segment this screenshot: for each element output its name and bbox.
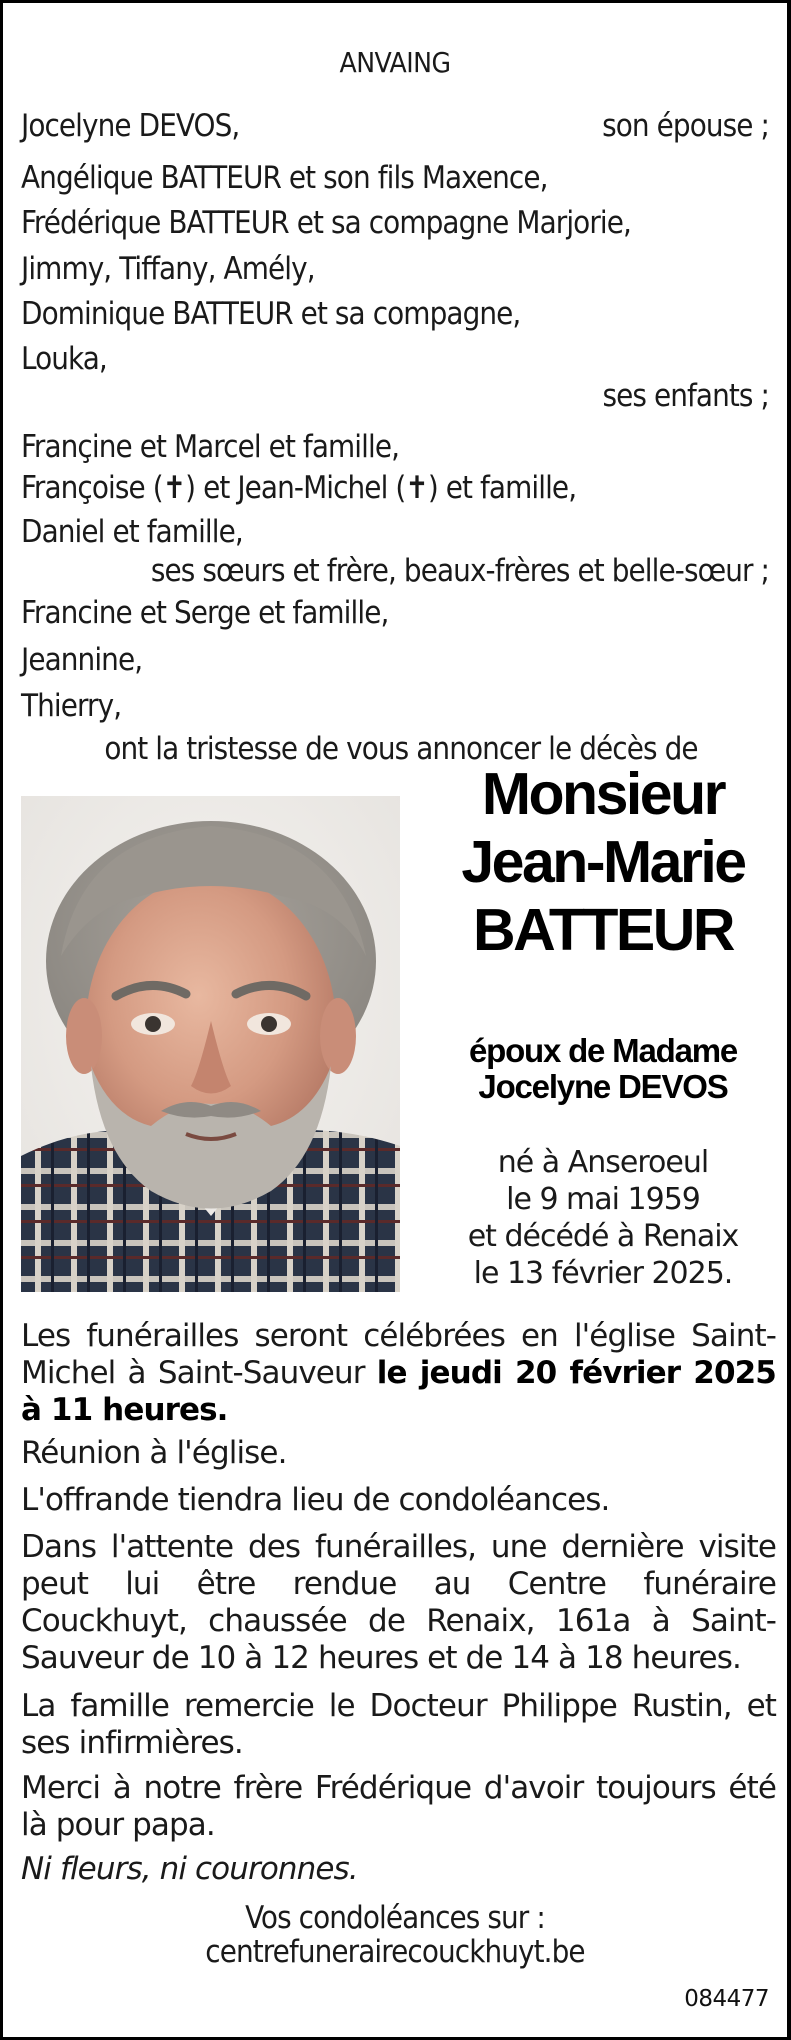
deceased-title: Monsieur [481, 761, 725, 827]
spouse-role: son épouse ; [602, 108, 769, 144]
visit-paragraph: Dans l'attente des funérailles, une dernière visite peut lui être rendue au Centre funéraire Couckhuyt, chaussée de Renaix, 161a à Saint-Sauveur de 10 à 12 heures et de 14 à 18 heures. [21, 1529, 776, 1676]
spouse-line [21, 106, 769, 146]
funeral-intro: Les funérailles seront célébrées en l'église Saint-Michel à Saint-Sauveur [21, 1318, 776, 1391]
spouse-of-line: époux de Madame [468, 1032, 738, 1069]
announce-line: ont la tristesse de vous annoncer le décès de [104, 731, 698, 767]
death-place: et décédé à Renaix [467, 1219, 739, 1254]
birth-place: né à Anseroeul [497, 1145, 709, 1180]
sibling-line: Françine et Marcel et famille, [21, 429, 400, 465]
sibling-line: Françoise (✝) et Jean-Michel (✝) et famille, [21, 470, 577, 506]
child-line: Louka, [21, 341, 107, 377]
condolences-site-link[interactable]: centrefunerairecouckhuyt.be [205, 1934, 585, 1970]
other-relative-line: Francine et Serge et famille, [21, 595, 389, 631]
death-date: le 13 février 2025. [473, 1256, 733, 1291]
portrait-photo [21, 796, 400, 1292]
thanks-doctor: La famille remercie le Docteur Philippe Rustin, et ses infirmières. [21, 1688, 776, 1761]
funeral-date: le jeudi 20 février 2025 à 11 heures. [21, 1355, 776, 1428]
reunion-line: Réunion à l'église. [21, 1435, 287, 1471]
spouse-of-name: Jocelyne DEVOS [478, 1068, 728, 1105]
offrande-line: L'offrande tiendra lieu de condoléances. [21, 1482, 610, 1518]
children-role: ses enfants ; [602, 378, 769, 414]
deceased-first-name: Jean-Marie [461, 829, 745, 895]
other-relative-line: Thierry, [21, 688, 122, 724]
child-line: Jimmy, Tiffany, Amély, [21, 251, 315, 287]
deceased-last-name: BATTEUR [473, 897, 733, 963]
town-heading: ANVAING [339, 46, 451, 79]
other-relative-line: Jeannine, [21, 642, 143, 678]
no-flowers: Ni fleurs, ni couronnes. [21, 1851, 358, 1887]
thanks-brother: Merci à notre frère Frédérique d'avoir toujours été là pour papa. [21, 1770, 776, 1843]
child-line: Dominique BATTEUR et sa compagne, [21, 296, 521, 332]
condolences-label: Vos condoléances sur : [245, 1900, 545, 1936]
reference-number: 084477 [684, 1986, 769, 2012]
spouse-name: Jocelyne DEVOS, [21, 108, 240, 144]
child-line: Angélique BATTEUR et son fils Maxence, [21, 160, 548, 196]
funeral-paragraph [21, 1318, 776, 1429]
birth-date: le 9 mai 1959 [506, 1182, 700, 1217]
sibling-line: Daniel et famille, [21, 514, 243, 550]
siblings-role: ses sœurs et frère, beaux-frères et belle-sœur ; [150, 553, 769, 589]
child-line: Frédérique BATTEUR et sa compagne Marjorie, [21, 205, 631, 241]
